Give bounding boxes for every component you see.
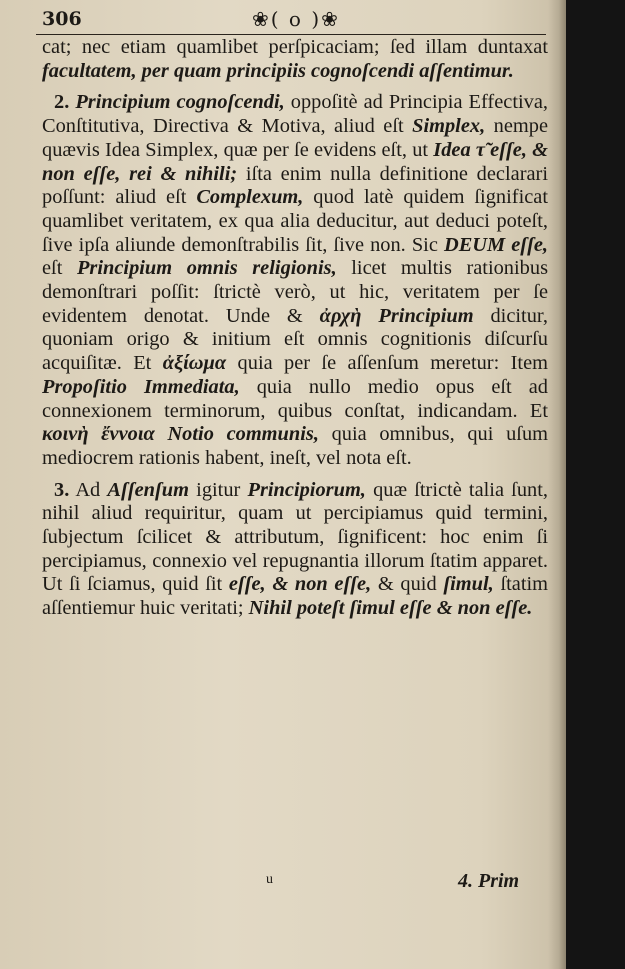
scan-background (566, 0, 625, 969)
text-run: cat; nec etiam quamlibet perſpicaciam; ſed illam duntaxat (42, 36, 548, 58)
text-run: oppoſitè ad Principia Effectiva, Conſtitutiva, Directiva & Motiva, aliud eſt (42, 91, 548, 138)
paragraph-1 (42, 36, 548, 83)
italic-run: Principium cognoſcendi, (75, 91, 285, 114)
text-run: licet multis rationibus demonſtrari poſſit: ſtrictè verò, ut hic, veritatem per ſe evidentem denotat. Unde & (42, 257, 548, 327)
italic-run: Aſſenſum (107, 478, 189, 501)
body-text (42, 36, 548, 621)
signature-mark: u (266, 872, 273, 887)
text-run: quia per ſe aſſenſum meretur: Item (226, 352, 548, 375)
italic-run: Principiorum, (247, 478, 366, 501)
paragraph-number: 2. (54, 91, 70, 114)
text-run: Ad (69, 478, 108, 501)
text-run: quia omnibus, qui uſum mediocrem rationis habent, ineſt, vel nota eſt. (42, 423, 548, 469)
text-run: quæ ſtrictè talia ſunt, nihil aliud requiritur, quam ut percipiamus quid termini, ſubjectum ſcilicet & attributum, ſignificent: hoc enim ſi percipiamus, connexio vel repugnantia illorum ſtatim apparet. Ut ſi ſciamus, quid ſit (42, 478, 548, 596)
italic-run: ſimul, (443, 573, 494, 596)
page-fore-edge (548, 0, 566, 969)
italic-run: eſſe, & non eſſe, (228, 573, 372, 596)
text-run: nempe quævis Idea Simplex, quæ per ſe evidens eſt, ut (42, 115, 548, 161)
italic-run: DEUM eſſe, (443, 233, 549, 256)
italic-run: Idea τ̃ eſſe, & non eſſe, rei & nihili; (42, 138, 548, 185)
italic-run: facultatem, per quam principiis cognoſcendi aſſentimur. (42, 59, 514, 82)
italic-run: Propoſitio Immediata, (42, 375, 240, 398)
text-run: quia nullo medio opus eſt ad connexionem terminorum, quibus conſtat, indicandam. Et (42, 375, 548, 422)
italic-run: Principium (361, 304, 474, 327)
text-run: igitur (189, 478, 248, 501)
greek-term: κοινὴ ἔννοια (42, 423, 155, 446)
text-run: & quid (371, 573, 444, 596)
greek-term: ἀρχὴ (319, 304, 362, 327)
text-run: eſt (42, 257, 77, 280)
text-run: dicitur, quoniam origo & initium eſt omnis cognitionis diſcurſu acquiſitæ. Et (42, 304, 548, 375)
running-head (36, 6, 546, 35)
italic-run: Simplex, (412, 115, 486, 138)
italic-run: Principium omnis religionis, (76, 257, 337, 280)
italic-run: Nihil poteſt ſimul eſſe & non eſſe. (248, 597, 533, 620)
page-number: 306 (42, 8, 82, 30)
text-run: ſtatim aſſentiemur huic veritati; (42, 573, 549, 620)
italic-run: Complexum, (196, 186, 304, 209)
greek-term: ἀξίωμα (162, 352, 227, 375)
text-run: quod latè quidem ſignificat quamlibet veritatem, ex qua alia deducitur, aut deduci poteſt, ſive ipſa aliunde demonſtrabilis ſit, ſive non. Sic (42, 186, 549, 256)
paragraph-2 (42, 91, 548, 470)
catchword: 4. Prim (458, 870, 520, 892)
paragraph-number: 3. (54, 478, 70, 501)
paragraph-3 (42, 479, 548, 621)
header-ornament: ❀( o )❀ (252, 7, 340, 31)
italic-run: Notio communis, (154, 423, 319, 446)
text-run: iſta enim nulla definitione declarari poſſunt: aliud eſt (42, 162, 548, 209)
